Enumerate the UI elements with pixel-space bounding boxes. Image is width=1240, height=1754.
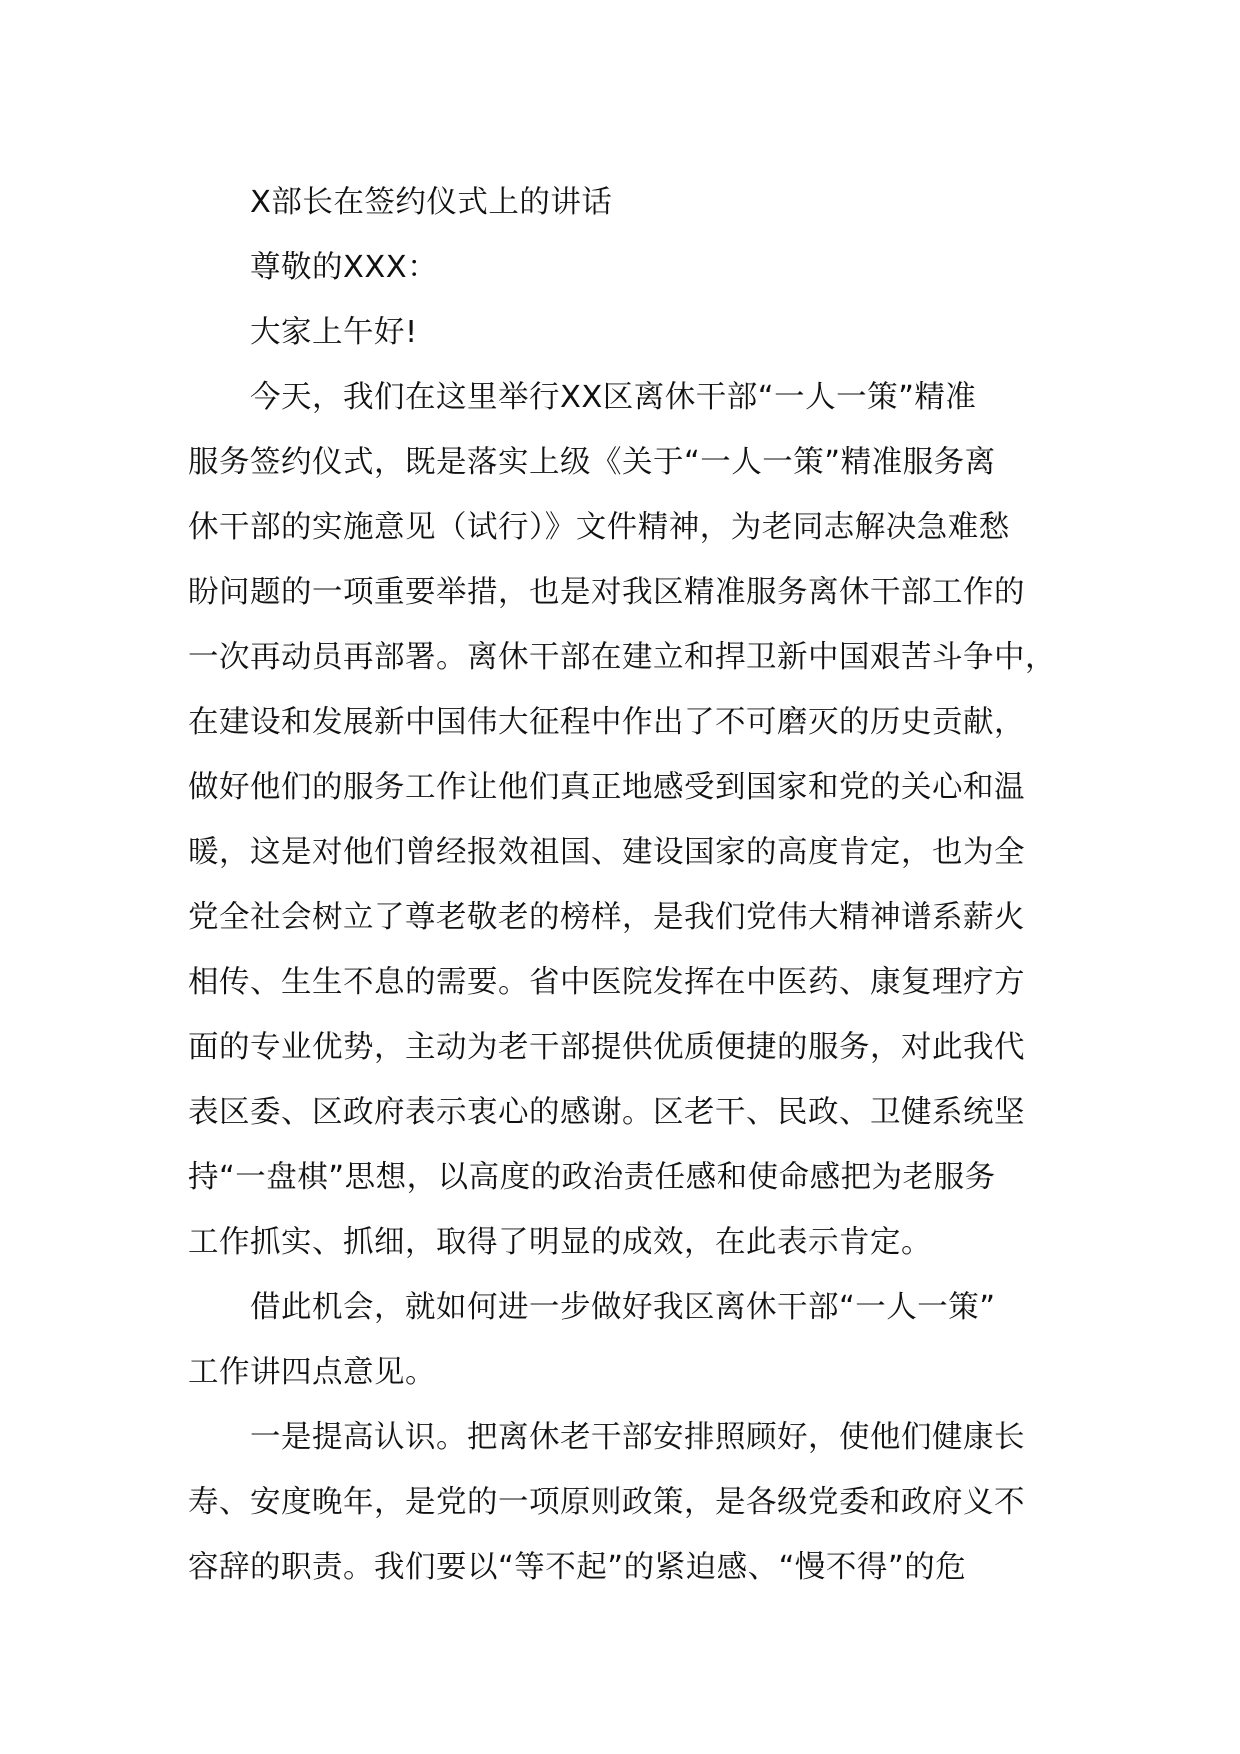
paragraph-line: 休干部的实施意见（试行）》文件精神，为老同志解决急难愁 <box>188 510 1010 545</box>
greeting: 大家上午好! <box>250 315 418 350</box>
paragraph-3 <box>188 1405 1058 1600</box>
paragraph-line: 在建设和发展新中国伟大征程中作出了不可磨灭的历史贡献， <box>188 705 1025 740</box>
paragraph-line: 一次再动员再部署。离休干部在建立和捍卫新中国艰苦斗争中， <box>188 640 1056 675</box>
paragraph-2 <box>188 1275 1058 1405</box>
paragraph-line: 寿、安度晚年，是党的一项原则政策，是各级党委和政府义不 <box>188 1485 1025 1520</box>
document-title: X部长在签约仪式上的讲话 <box>250 185 613 220</box>
paragraph-line: 面的专业优势，主动为老干部提供优质便捷的服务，对此我代 <box>188 1030 1025 1065</box>
paragraph-line: 盼问题的一项重要举措，也是对我区精准服务离休干部工作的 <box>188 575 1025 610</box>
salutation: 尊敬的XXX： <box>250 250 439 285</box>
paragraph-line: 党全社会树立了尊老敬老的榜样，是我们党伟大精神谱系薪火 <box>188 900 1025 935</box>
paragraph-line: 相传、生生不息的需要。省中医院发挥在中医药、康复理疗方 <box>188 965 1025 1000</box>
paragraph-line: 做好他们的服务工作让他们真正地感受到国家和党的关心和温 <box>188 770 1025 805</box>
document-body <box>188 170 1058 1600</box>
paragraph-line: 一是提高认识。把离休老干部安排照顾好，使他们健康长 <box>250 1420 1025 1455</box>
paragraph-line: 今天，我们在这里举行XX区离休干部“一人一策”精准 <box>250 380 977 415</box>
paragraph-line: 借此机会，就如何进一步做好我区离休干部“一人一策” <box>250 1290 996 1325</box>
paragraph-line: 服务签约仪式，既是落实上级《关于“一人一策”精准服务离 <box>188 445 996 480</box>
paragraph-line: 容辞的职责。我们要以“等不起”的紧迫感、“慢不得”的危 <box>188 1550 967 1585</box>
paragraph-line: 工作讲四点意见。 <box>188 1355 436 1390</box>
paragraph-1 <box>188 365 1058 1275</box>
paragraph-line: 工作抓实、抓细，取得了明显的成效，在此表示肯定。 <box>188 1225 932 1260</box>
paragraph-line: 持“一盘棋”思想，以高度的政治责任感和使命感把为老服务 <box>188 1160 996 1195</box>
paragraph-line: 表区委、区政府表示衷心的感谢。区老干、民政、卫健系统坚 <box>188 1095 1025 1130</box>
paragraph-line: 暖，这是对他们曾经报效祖国、建设国家的高度肯定，也为全 <box>188 835 1025 870</box>
